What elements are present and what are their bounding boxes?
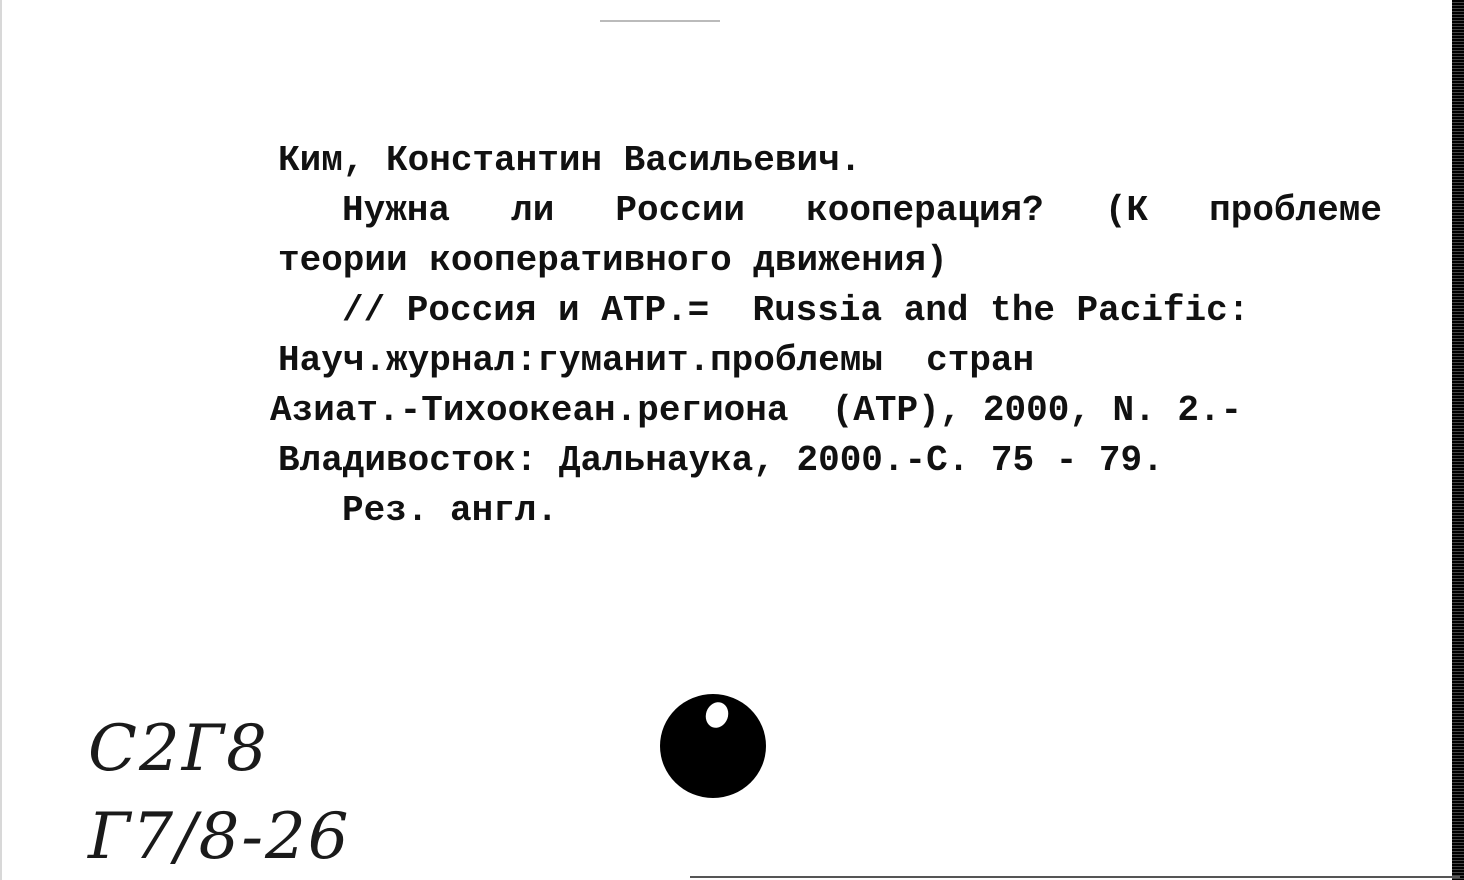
punch-hole xyxy=(660,694,766,798)
title-line-1 xyxy=(342,190,1382,231)
card-right-edge xyxy=(1452,0,1464,880)
source-line-2: Науч.журнал:гуманит.проблемы стран xyxy=(278,340,1035,381)
title-line-2: теории кооперативного движения) xyxy=(278,240,948,281)
card-bottom-edge xyxy=(690,876,1460,878)
source-line-3: Азиат.-Тихоокеан.региона (АТР), 2000, N. 2.- xyxy=(270,390,1243,431)
summary-note: Рез. англ. xyxy=(342,490,559,531)
title-word: проблеме xyxy=(1209,190,1382,231)
shelf-mark-2: Г7/8-26 xyxy=(88,800,351,874)
title-word: кооперация? xyxy=(806,190,1044,231)
source-line-1: // Россия и АТР.= Russia and the Pacific: xyxy=(342,290,1250,331)
shelf-mark-1: С2Г8 xyxy=(88,712,269,786)
card-left-edge xyxy=(0,0,2,880)
title-word: Нужна xyxy=(342,190,451,231)
scan-mark xyxy=(600,20,720,22)
title-word: России xyxy=(615,190,746,231)
source-line-4: Владивосток: Дальнаука, 2000.-С. 75 - 79. xyxy=(278,440,1164,481)
author-heading: Ким, Константин Васильевич. xyxy=(278,140,862,181)
title-word: (К xyxy=(1104,190,1149,231)
title-word: ли xyxy=(511,190,555,231)
